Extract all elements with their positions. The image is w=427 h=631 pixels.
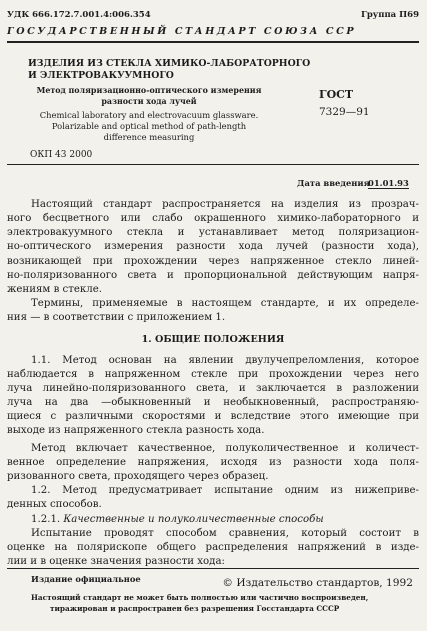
notice-line2: тиражирован и распространен без разрешения Госстандарта СССР: [50, 604, 340, 613]
p1-1-line3: луча линейно-поляризованного света, и заключается в разложении: [7, 383, 419, 394]
method-p-line1: Метод включает качественное, полуколичественное и количест-: [31, 443, 419, 454]
test-p-line3: лии и в оценке значения разности хода:: [7, 556, 225, 567]
group-code: Группа П69: [360, 10, 419, 20]
p1-1-line4: луча на два —обыкновенный и необыкновенный, распространяю-: [7, 397, 419, 408]
copyright: © Издательство стандартов, 1992: [222, 577, 413, 589]
gost-label: ГОСТ: [319, 88, 354, 101]
method-p-line2: венное определение напряжения, исходя из разности хода поля-: [7, 457, 419, 468]
date-value: 01.01.93: [368, 178, 409, 188]
method-p-line3: ризованного света, проходящего через образец.: [7, 471, 269, 482]
p1-2-1: [31, 514, 324, 525]
intro-p2-line2: ния — в соответствии с приложением 1.: [7, 312, 226, 323]
intro-p1-line5: возникающей при прохождении через напряженное стекло линей-: [7, 256, 419, 267]
title-en-line1: Chemical laboratory and electrovacuum glassware.: [39, 110, 259, 120]
p1-2-line2: денных способов.: [7, 499, 102, 510]
p1-1-line2: наблюдается в напряженном стекле при прохождении через него: [7, 369, 419, 380]
gost-number: 7329—91: [319, 106, 370, 118]
footer-rule: [7, 568, 419, 569]
title-ru-line2: И ЭЛЕКТРОВАКУУМНОГО: [28, 70, 174, 81]
p1-1-line1: 1.1. Метод основан на явлении двулучепреломления, которое: [31, 355, 419, 366]
title-ru-line1: ИЗДЕЛИЯ ИЗ СТЕКЛА ХИМИКО-ЛАБОРАТОРНОГО: [28, 58, 311, 69]
intro-p1-line7: жениям в стекле.: [7, 284, 103, 295]
notice-line1: Настоящий стандарт не может быть полностью или частично воспроизведен,: [31, 593, 369, 602]
p1-1-line6: выходе из напряженного стекла разность хода.: [7, 425, 265, 436]
header-rule: [7, 41, 419, 43]
p1-1-line5: щиеся с различными скоростями и вследствие этого имеющие при: [7, 411, 419, 422]
p1-2-1-number: 1.2.1.: [31, 514, 61, 525]
okp-code: ОКП 43 2000: [30, 150, 93, 160]
test-p-line1: Испытание проводят способом сравнения, который состоит в: [31, 528, 419, 539]
p1-2-1-title: Качественные и полуколичественные способы: [63, 514, 324, 525]
intro-p1-line1: Настоящий стандарт распространяется на изделия из прозрач-: [31, 199, 419, 210]
test-p-line2: оценке на полярископе общего распределения напряжений в изде-: [7, 542, 419, 553]
method-line1: Метод поляризационно-оптического измерения: [36, 86, 262, 95]
udk-code: УДК 666.172.7.001.4:006.354: [7, 10, 151, 20]
section-heading: 1. ОБЩИЕ ПОЛОЖЕНИЯ: [141, 334, 285, 345]
intro-p1-line4: но-оптического измерения разности хода лучей (разности хода),: [7, 241, 419, 252]
standard-banner: ГОСУДАРСТВЕННЫЙ СТАНДАРТ СОЮЗА ССР: [7, 26, 357, 37]
method-line2: разности хода лучей: [101, 97, 197, 106]
title-en-line2: Polarizable and optical method of path-length: [51, 121, 247, 131]
intro-p2-line1: Термины, применяемые в настоящем стандарте, и их определе-: [31, 298, 419, 309]
date-label: Дата введения: [297, 178, 370, 188]
title-rule: [7, 164, 419, 165]
intro-p1-line2: ного бесцветного или слабо окрашенного химико-лабораторного и: [7, 213, 419, 224]
intro-p1-line3: электровакуумного стекла и устанавливает метод поляризацион-: [7, 227, 419, 238]
intro-p1-line6: но-поляризованного света и пропорциональной действующим напря-: [7, 270, 419, 281]
p1-2-line1: 1.2. Метод предусматривает испытание одним из нижеприве-: [31, 485, 419, 496]
official-edition: Издание официальное: [31, 574, 141, 584]
title-en-line3: difference measuring: [103, 132, 195, 142]
